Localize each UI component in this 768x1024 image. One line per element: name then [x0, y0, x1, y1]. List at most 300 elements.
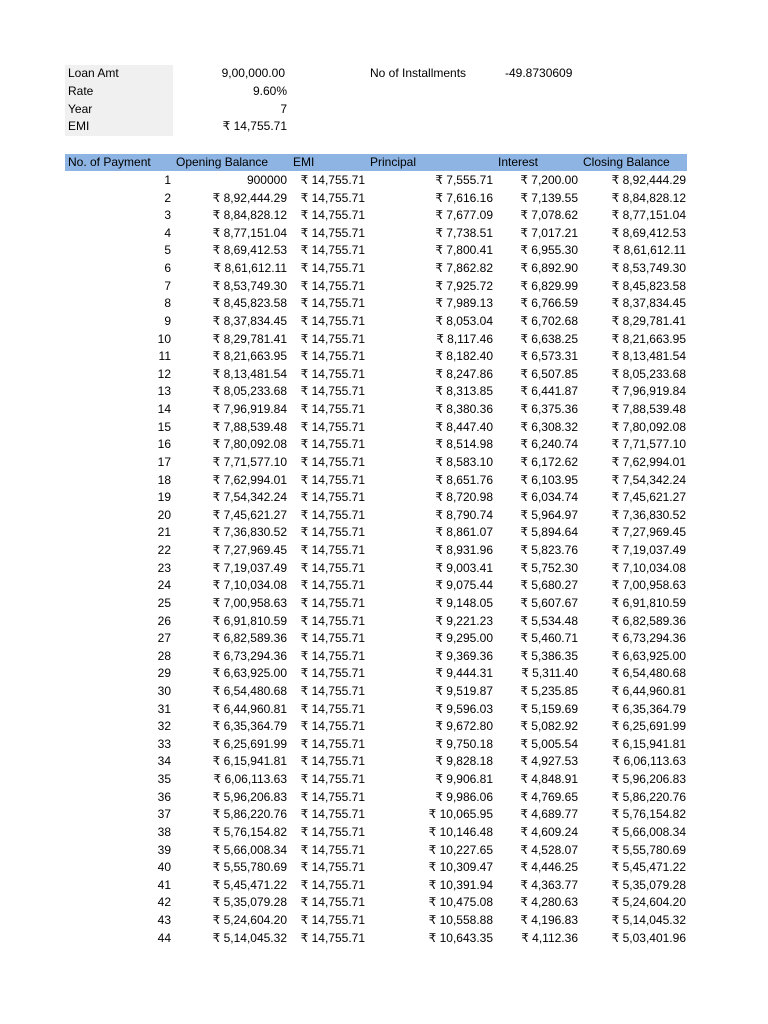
- table-row: [0, 454, 768, 472]
- loan-amt-label: Loan Amt: [68, 66, 119, 80]
- closing-balance: ₹ 8,84,828.12: [611, 190, 686, 205]
- closing-balance: ₹ 6,63,925.00: [611, 648, 686, 663]
- opening-balance: ₹ 5,24,604.20: [212, 913, 287, 928]
- emi-amount: ₹ 14,755.71: [300, 366, 365, 381]
- principal-amount: ₹ 7,925.72: [435, 278, 493, 293]
- interest-amount: ₹ 4,927.53: [520, 754, 578, 769]
- closing-balance: ₹ 8,05,233.68: [611, 366, 686, 381]
- closing-balance: ₹ 7,10,034.08: [611, 560, 686, 575]
- opening-balance: ₹ 5,35,079.28: [212, 895, 287, 910]
- closing-balance: ₹ 5,55,780.69: [611, 842, 686, 857]
- table-row: [0, 472, 768, 490]
- interest-amount: ₹ 5,386.35: [520, 648, 578, 663]
- table-row: [0, 842, 768, 860]
- payment-number: 17: [157, 454, 171, 469]
- opening-balance: ₹ 8,53,749.30: [212, 278, 287, 293]
- payment-number: 18: [157, 472, 171, 487]
- opening-balance: ₹ 6,82,589.36: [212, 631, 287, 646]
- principal-amount: ₹ 9,148.05: [435, 595, 493, 610]
- payment-number: 3: [164, 208, 171, 223]
- table-row: [0, 718, 768, 736]
- emi-amount: ₹ 14,755.71: [300, 490, 365, 505]
- principal-amount: ₹ 7,616.16: [435, 190, 493, 205]
- table-row: [0, 912, 768, 930]
- closing-balance: ₹ 8,29,781.41: [611, 313, 686, 328]
- interest-amount: ₹ 5,235.85: [520, 683, 578, 698]
- payment-number: 2: [164, 190, 171, 205]
- table-row: [0, 207, 768, 225]
- interest-amount: ₹ 7,139.55: [520, 190, 578, 205]
- principal-amount: ₹ 8,117.46: [436, 331, 493, 346]
- payment-number: 6: [164, 261, 171, 276]
- opening-balance: ₹ 5,55,780.69: [212, 860, 287, 875]
- interest-amount: ₹ 5,607.67: [520, 595, 578, 610]
- table-row: [0, 331, 768, 349]
- table-row: [0, 366, 768, 384]
- opening-balance: ₹ 7,96,919.84: [212, 402, 287, 417]
- principal-amount: ₹ 8,380.36: [435, 402, 493, 417]
- payment-number: 29: [157, 666, 171, 681]
- interest-amount: ₹ 5,752.30: [520, 560, 578, 575]
- interest-amount: ₹ 5,005.54: [520, 736, 578, 751]
- table-row: [0, 419, 768, 437]
- principal-amount: ₹ 9,750.18: [435, 736, 493, 751]
- closing-balance: ₹ 5,96,206.83: [611, 772, 686, 787]
- principal-amount: ₹ 9,596.03: [435, 701, 493, 716]
- payment-number: 30: [157, 683, 171, 698]
- closing-balance: ₹ 5,14,045.32: [611, 913, 686, 928]
- interest-amount: ₹ 4,112.36: [521, 930, 578, 945]
- table-row: [0, 930, 768, 948]
- interest-amount: ₹ 7,017.21: [520, 225, 578, 240]
- table-row: [0, 824, 768, 842]
- payment-number: 28: [157, 648, 171, 663]
- table-row: [0, 789, 768, 807]
- principal-amount: ₹ 7,677.09: [435, 208, 493, 223]
- table-row: [0, 630, 768, 648]
- payment-number: 37: [157, 807, 171, 822]
- table-row: [0, 225, 768, 243]
- interest-amount: ₹ 6,507.85: [520, 366, 578, 381]
- closing-balance: ₹ 6,82,589.36: [611, 613, 686, 628]
- table-row: [0, 242, 768, 260]
- payment-number: 1: [164, 173, 171, 187]
- interest-amount: ₹ 6,240.74: [520, 437, 578, 452]
- emi-amount: ₹ 14,755.71: [300, 419, 365, 434]
- emi-amount: ₹ 14,755.71: [300, 437, 365, 452]
- interest-amount: ₹ 5,311.40: [521, 666, 578, 681]
- payment-number: 20: [157, 507, 171, 522]
- emi-amount: ₹ 14,755.71: [300, 683, 365, 698]
- payment-number: 21: [157, 525, 171, 540]
- interest-amount: ₹ 6,375.36: [520, 402, 578, 417]
- closing-balance: ₹ 7,36,830.52: [611, 507, 686, 522]
- opening-balance: ₹ 7,10,034.08: [212, 578, 287, 593]
- principal-amount: ₹ 8,790.74: [435, 507, 493, 522]
- emi-amount: ₹ 14,755.71: [300, 243, 365, 258]
- year-label: Year: [68, 102, 93, 116]
- closing-balance: ₹ 8,13,481.54: [611, 349, 686, 364]
- interest-amount: ₹ 6,829.99: [520, 278, 578, 293]
- principal-amount: ₹ 10,065.95: [428, 807, 493, 822]
- emi-amount: ₹ 14,755.71: [300, 225, 365, 240]
- payment-number: 41: [157, 877, 171, 892]
- opening-balance: ₹ 6,35,364.79: [212, 719, 287, 734]
- payment-number: 35: [157, 772, 171, 787]
- opening-balance: ₹ 6,63,925.00: [212, 666, 287, 681]
- interest-amount: ₹ 5,894.64: [520, 525, 578, 540]
- opening-balance: ₹ 6,15,941.81: [212, 754, 287, 769]
- emi-amount: ₹ 14,755.71: [300, 842, 365, 857]
- closing-balance: ₹ 7,88,539.48: [611, 402, 686, 417]
- closing-balance: ₹ 5,35,079.28: [611, 877, 686, 892]
- payment-number: 15: [157, 419, 171, 434]
- closing-balance: ₹ 6,44,960.81: [611, 683, 686, 698]
- principal-amount: ₹ 9,986.06: [435, 789, 493, 804]
- opening-balance: ₹ 8,69,412.53: [212, 243, 287, 258]
- table-row: [0, 894, 768, 912]
- rate-value: 9.60%: [252, 84, 287, 98]
- closing-balance: ₹ 7,96,919.84: [611, 384, 686, 399]
- closing-balance: ₹ 7,27,969.45: [611, 525, 686, 540]
- opening-balance: ₹ 7,71,577.10: [212, 454, 287, 469]
- payment-number: 23: [157, 560, 171, 575]
- table-row: [0, 172, 768, 190]
- interest-amount: ₹ 6,308.32: [520, 419, 578, 434]
- principal-amount: ₹ 8,053.04: [435, 313, 493, 328]
- table-row: [0, 348, 768, 366]
- table-row: [0, 753, 768, 771]
- payment-number: 4: [164, 225, 171, 240]
- table-row: [0, 806, 768, 824]
- interest-amount: ₹ 6,573.31: [520, 349, 578, 364]
- principal-amount: ₹ 7,555.71: [435, 173, 493, 187]
- table-row: [0, 665, 768, 683]
- table-row: [0, 260, 768, 278]
- interest-amount: ₹ 4,689.77: [520, 807, 578, 822]
- interest-amount: ₹ 6,702.68: [520, 313, 578, 328]
- principal-amount: ₹ 10,227.65: [428, 842, 493, 857]
- principal-amount: ₹ 10,391.94: [428, 877, 493, 892]
- emi-amount: ₹ 14,755.71: [300, 278, 365, 293]
- principal-amount: ₹ 9,519.87: [435, 683, 493, 698]
- payment-number: 13: [157, 384, 171, 399]
- year-value: 7: [280, 102, 287, 116]
- table-row: [0, 877, 768, 895]
- principal-amount: ₹ 8,583.10: [435, 454, 493, 469]
- emi-amount: ₹ 14,755.71: [300, 631, 365, 646]
- opening-balance: ₹ 7,45,621.27: [212, 507, 287, 522]
- interest-amount: ₹ 6,892.90: [520, 261, 578, 276]
- interest-amount: ₹ 6,172.62: [520, 454, 578, 469]
- opening-balance: ₹ 6,06,113.63: [213, 772, 287, 787]
- interest-amount: ₹ 4,609.24: [520, 824, 578, 839]
- closing-balance: ₹ 5,45,471.22: [611, 860, 686, 875]
- installments-value: -49.8730609: [505, 66, 573, 80]
- payment-number: 27: [157, 631, 171, 646]
- emi-amount: ₹ 14,755.71: [300, 719, 365, 734]
- header-no-of-payment: No. of Payment: [68, 155, 151, 169]
- opening-balance: ₹ 5,96,206.83: [212, 789, 287, 804]
- emi-amount: ₹ 14,755.71: [300, 507, 365, 522]
- closing-balance: ₹ 6,25,691.99: [611, 719, 686, 734]
- payment-number: 44: [157, 930, 171, 945]
- opening-balance: ₹ 7,36,830.52: [212, 525, 287, 540]
- interest-amount: ₹ 5,964.97: [520, 507, 578, 522]
- closing-balance: ₹ 8,45,823.58: [611, 278, 686, 293]
- closing-balance: ₹ 7,71,577.10: [611, 437, 686, 452]
- interest-amount: ₹ 4,848.91: [520, 772, 578, 787]
- emi-amount: ₹ 14,755.71: [300, 578, 365, 593]
- payment-number: 8: [164, 296, 171, 311]
- emi-amount: ₹ 14,755.71: [300, 895, 365, 910]
- payment-number: 9: [164, 313, 171, 328]
- opening-balance: ₹ 7,27,969.45: [212, 543, 287, 558]
- opening-balance: ₹ 8,77,151.04: [212, 225, 287, 240]
- interest-amount: ₹ 6,034.74: [520, 490, 578, 505]
- table-row: [0, 736, 768, 754]
- payment-number: 16: [157, 437, 171, 452]
- emi-amount: ₹ 14,755.71: [300, 173, 365, 187]
- principal-amount: ₹ 10,146.48: [428, 824, 493, 839]
- payment-number: 42: [157, 895, 171, 910]
- interest-amount: ₹ 6,766.59: [520, 296, 578, 311]
- principal-amount: ₹ 7,862.82: [435, 261, 493, 276]
- principal-amount: ₹ 8,931.96: [435, 543, 493, 558]
- emi-amount: ₹ 14,755.71: [300, 807, 365, 822]
- interest-amount: ₹ 4,446.25: [520, 860, 578, 875]
- emi-amount: ₹ 14,755.71: [300, 772, 365, 787]
- closing-balance: ₹ 6,35,364.79: [611, 701, 686, 716]
- payment-number: 34: [157, 754, 171, 769]
- interest-amount: ₹ 6,638.25: [520, 331, 578, 346]
- payment-number: 38: [157, 824, 171, 839]
- opening-balance: ₹ 8,05,233.68: [212, 384, 287, 399]
- opening-balance: ₹ 6,91,810.59: [212, 613, 287, 628]
- closing-balance: ₹ 6,54,480.68: [611, 666, 686, 681]
- principal-amount: ₹ 10,309.47: [428, 860, 493, 875]
- interest-amount: ₹ 5,460.71: [520, 631, 578, 646]
- opening-balance: ₹ 8,21,663.95: [212, 349, 287, 364]
- opening-balance: ₹ 5,66,008.34: [212, 842, 287, 857]
- opening-balance: ₹ 8,29,781.41: [212, 331, 287, 346]
- opening-balance: ₹ 8,45,823.58: [212, 296, 287, 311]
- emi-amount: ₹ 14,755.71: [300, 331, 365, 346]
- principal-amount: ₹ 9,444.31: [435, 666, 493, 681]
- closing-balance: ₹ 6,91,810.59: [611, 595, 686, 610]
- opening-balance: ₹ 7,62,994.01: [212, 472, 287, 487]
- table-row: [0, 683, 768, 701]
- interest-amount: ₹ 4,196.83: [520, 913, 578, 928]
- principal-amount: ₹ 9,295.00: [435, 631, 493, 646]
- emi-amount: ₹ 14,755.71: [300, 913, 365, 928]
- closing-balance: ₹ 7,62,994.01: [611, 454, 686, 469]
- interest-amount: ₹ 5,534.48: [520, 613, 578, 628]
- emi-amount: ₹ 14,755.71: [300, 560, 365, 575]
- interest-amount: ₹ 7,200.00: [520, 173, 578, 187]
- closing-balance: ₹ 8,77,151.04: [611, 208, 686, 223]
- interest-amount: ₹ 5,680.27: [520, 578, 578, 593]
- principal-amount: ₹ 8,447.40: [435, 419, 493, 434]
- principal-amount: ₹ 8,313.85: [435, 384, 493, 399]
- emi-value: ₹ 14,755.71: [222, 119, 287, 133]
- table-row: [0, 383, 768, 401]
- payment-number: 40: [157, 860, 171, 875]
- opening-balance: ₹ 8,37,834.45: [212, 313, 287, 328]
- opening-balance: ₹ 6,73,294.36: [212, 648, 287, 663]
- emi-amount: ₹ 14,755.71: [300, 701, 365, 716]
- opening-balance: ₹ 7,19,037.49: [212, 560, 287, 575]
- header-opening-balance: Opening Balance: [176, 155, 269, 169]
- table-row: [0, 295, 768, 313]
- payment-number: 22: [157, 543, 171, 558]
- payment-number: 7: [164, 278, 171, 293]
- table-row: [0, 278, 768, 296]
- closing-balance: ₹ 8,53,749.30: [611, 261, 686, 276]
- emi-amount: ₹ 14,755.71: [300, 666, 365, 681]
- closing-balance: ₹ 8,92,444.29: [611, 173, 686, 187]
- principal-amount: ₹ 9,075.44: [435, 578, 493, 593]
- principal-amount: ₹ 9,003.41: [435, 560, 493, 575]
- table-row: [0, 577, 768, 595]
- payment-number: 14: [157, 402, 171, 417]
- emi-amount: ₹ 14,755.71: [300, 384, 365, 399]
- table-row: [0, 595, 768, 613]
- interest-amount: ₹ 4,528.07: [520, 842, 578, 857]
- closing-balance: ₹ 8,37,834.45: [611, 296, 686, 311]
- emi-amount: ₹ 14,755.71: [300, 296, 365, 311]
- payment-number: 19: [157, 490, 171, 505]
- table-row: [0, 489, 768, 507]
- opening-balance: ₹ 5,45,471.22: [212, 877, 287, 892]
- interest-amount: ₹ 7,078.62: [520, 208, 578, 223]
- emi-amount: ₹ 14,755.71: [300, 648, 365, 663]
- rate-label: Rate: [68, 84, 94, 98]
- loan-amt-value: 9,00,000.00: [221, 66, 285, 80]
- payment-number: 10: [157, 331, 171, 346]
- opening-balance: ₹ 8,92,444.29: [212, 190, 287, 205]
- opening-balance: ₹ 5,86,220.76: [212, 807, 287, 822]
- interest-amount: ₹ 5,823.76: [520, 543, 578, 558]
- payment-number: 33: [157, 736, 171, 751]
- interest-amount: ₹ 4,769.65: [520, 789, 578, 804]
- closing-balance: ₹ 5,86,220.76: [611, 789, 686, 804]
- emi-amount: ₹ 14,755.71: [300, 877, 365, 892]
- payment-number: 43: [157, 913, 171, 928]
- closing-balance: ₹ 5,66,008.34: [611, 824, 686, 839]
- payment-number: 25: [157, 595, 171, 610]
- principal-amount: ₹ 10,643.35: [428, 930, 493, 945]
- emi-amount: ₹ 14,755.71: [300, 525, 365, 540]
- interest-amount: ₹ 5,082.92: [520, 719, 578, 734]
- closing-balance: ₹ 5,03,401.96: [611, 930, 686, 945]
- payment-number: 5: [164, 243, 171, 258]
- payment-number: 26: [157, 613, 171, 628]
- header-principal: Principal: [370, 155, 417, 169]
- principal-amount: ₹ 9,672.80: [435, 719, 493, 734]
- emi-amount: ₹ 14,755.71: [300, 824, 365, 839]
- closing-balance: ₹ 5,76,154.82: [611, 807, 686, 822]
- closing-balance: ₹ 7,80,092.08: [611, 419, 686, 434]
- emi-amount: ₹ 14,755.71: [300, 472, 365, 487]
- principal-amount: ₹ 9,369.36: [435, 648, 493, 663]
- closing-balance: ₹ 6,06,113.63: [612, 754, 686, 769]
- principal-amount: ₹ 10,475.08: [428, 895, 493, 910]
- principal-amount: ₹ 8,182.40: [435, 349, 493, 364]
- opening-balance: ₹ 8,13,481.54: [212, 366, 287, 381]
- principal-amount: ₹ 9,906.81: [435, 772, 493, 787]
- emi-amount: ₹ 14,755.71: [300, 613, 365, 628]
- closing-balance: ₹ 7,19,037.49: [611, 543, 686, 558]
- table-row: [0, 313, 768, 331]
- interest-amount: ₹ 6,441.87: [520, 384, 578, 399]
- opening-balance: ₹ 5,76,154.82: [212, 824, 287, 839]
- principal-amount: ₹ 8,514.98: [435, 437, 493, 452]
- emi-amount: ₹ 14,755.71: [300, 860, 365, 875]
- emi-amount: ₹ 14,755.71: [300, 454, 365, 469]
- table-row: [0, 507, 768, 525]
- principal-amount: ₹ 7,989.13: [435, 296, 493, 311]
- emi-amount: ₹ 14,755.71: [300, 789, 365, 804]
- table-row: [0, 436, 768, 454]
- closing-balance: ₹ 8,21,663.95: [611, 331, 686, 346]
- principal-amount: ₹ 8,247.86: [435, 366, 493, 381]
- opening-balance: ₹ 6,54,480.68: [212, 683, 287, 698]
- payment-number: 36: [157, 789, 171, 804]
- closing-balance: ₹ 8,69,412.53: [611, 225, 686, 240]
- payment-number: 39: [157, 842, 171, 857]
- principal-amount: ₹ 8,861.07: [435, 525, 493, 540]
- opening-balance: ₹ 7,88,539.48: [212, 419, 287, 434]
- principal-amount: ₹ 9,221.23: [435, 613, 493, 628]
- table-row: [0, 401, 768, 419]
- emi-amount: ₹ 14,755.71: [300, 736, 365, 751]
- emi-amount: ₹ 14,755.71: [300, 208, 365, 223]
- closing-balance: ₹ 8,61,612.11: [612, 243, 686, 258]
- payment-number: 12: [157, 366, 171, 381]
- closing-balance: ₹ 7,45,621.27: [611, 490, 686, 505]
- emi-label: EMI: [68, 119, 90, 133]
- emi-amount: ₹ 14,755.71: [300, 190, 365, 205]
- table-row: [0, 524, 768, 542]
- opening-balance: ₹ 7,00,958.63: [212, 595, 287, 610]
- opening-balance: 900000: [246, 173, 287, 187]
- opening-balance: ₹ 6,25,691.99: [212, 736, 287, 751]
- table-row: [0, 560, 768, 578]
- emi-amount: ₹ 14,755.71: [300, 930, 365, 945]
- principal-amount: ₹ 7,738.51: [435, 225, 493, 240]
- opening-balance: ₹ 7,80,092.08: [212, 437, 287, 452]
- closing-balance: ₹ 6,15,941.81: [611, 736, 686, 751]
- table-row: [0, 190, 768, 208]
- interest-amount: ₹ 4,363.77: [520, 877, 578, 892]
- principal-amount: ₹ 10,558.88: [428, 913, 493, 928]
- principal-amount: ₹ 9,828.18: [435, 754, 493, 769]
- closing-balance: ₹ 6,73,294.36: [611, 631, 686, 646]
- opening-balance: ₹ 8,61,612.11: [213, 261, 287, 276]
- table-row: [0, 701, 768, 719]
- interest-amount: ₹ 4,280.63: [520, 895, 578, 910]
- emi-amount: ₹ 14,755.71: [300, 402, 365, 417]
- emi-amount: ₹ 14,755.71: [300, 313, 365, 328]
- closing-balance: ₹ 7,00,958.63: [611, 578, 686, 593]
- table-row: [0, 771, 768, 789]
- payment-number: 24: [157, 578, 171, 593]
- emi-amount: ₹ 14,755.71: [300, 261, 365, 276]
- emi-amount: ₹ 14,755.71: [300, 349, 365, 364]
- table-row: [0, 613, 768, 631]
- interest-amount: ₹ 6,955.30: [520, 243, 578, 258]
